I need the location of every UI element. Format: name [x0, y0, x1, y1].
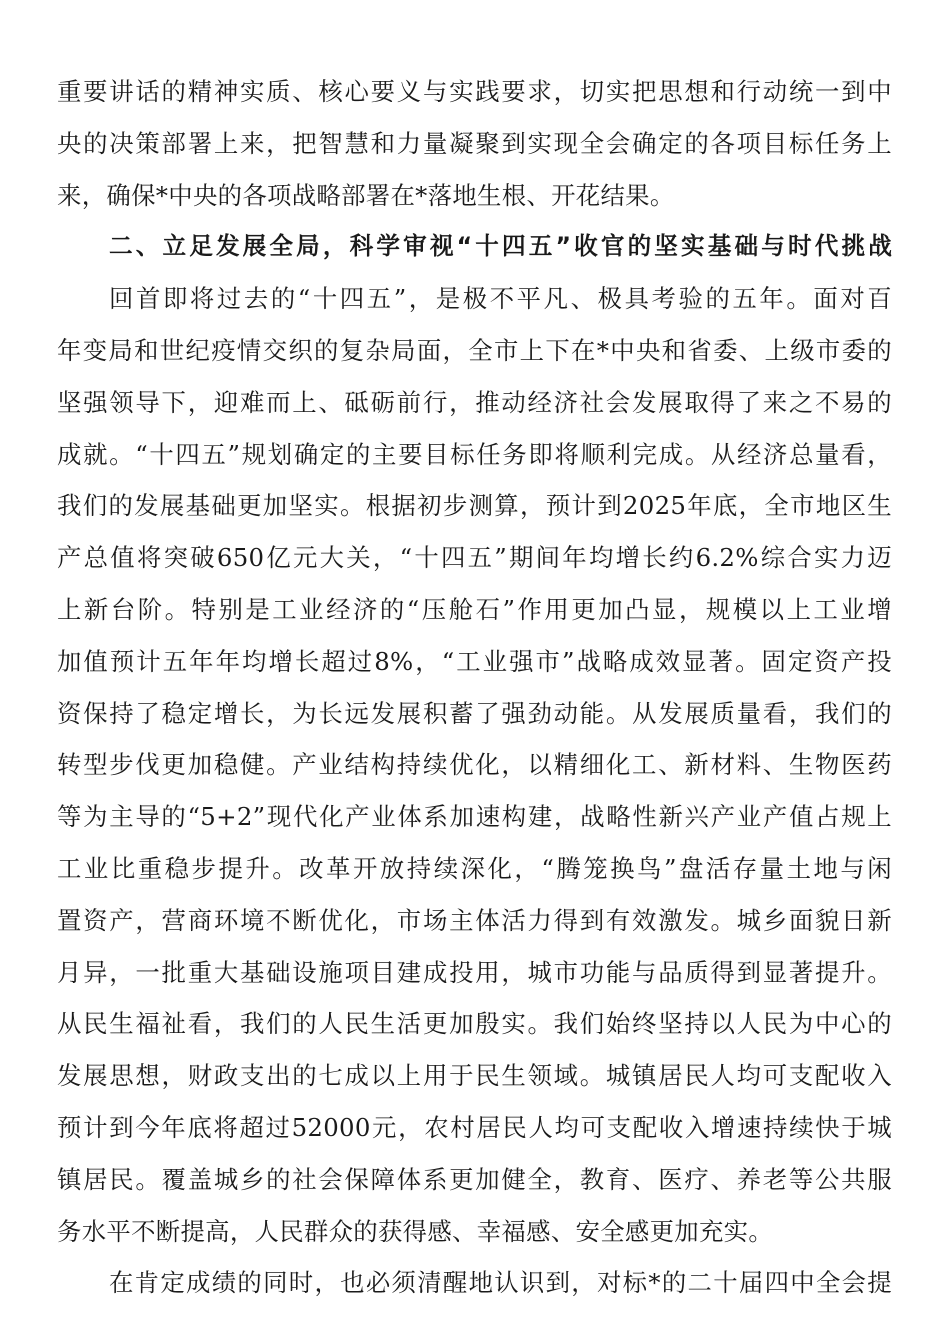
paragraph-line: 资保持了稳定增长，为长远发展积蓄了强劲动能。从发展质量看，我们的 [57, 698, 892, 728]
paragraph-line: 产总值将突破650亿元大关，“十四五”期间年均增长约6.2%综合实力迈 [57, 543, 892, 573]
paragraph-line: 务水平不断提高，人民群众的获得感、幸福感、安全感更加充实。 [57, 1216, 774, 1246]
paragraph-line: 坚强领导下，迎难而上、砥砺前行，推动经济社会发展取得了来之不易的 [57, 387, 892, 417]
paragraph-line: 预计到今年底将超过52000元，农村居民人均可支配收入增速持续快于城 [57, 1112, 892, 1142]
paragraph-line: 成就。“十四五”规划确定的主要目标任务即将顺利完成。从经济总量看， [57, 439, 892, 469]
paragraph-line: 加值预计五年年均增长超过8%，“工业强市”战略成效显著。固定资产投 [57, 646, 892, 676]
paragraph-line: 来，确保*中央的各项战略部署在*落地生根、开花结果。 [57, 180, 675, 210]
paragraph-line: 镇居民。覆盖城乡的社会保障体系更加健全，教育、医疗、养老等公共服 [57, 1164, 892, 1194]
paragraph-line: 转型步伐更加稳健。产业结构持续优化，以精细化工、新材料、生物医药 [57, 750, 892, 780]
paragraph-line: 在肯定成绩的同时，也必须清醒地认识到，对标*的二十届四中全会提 [109, 1268, 892, 1298]
paragraph-line: 年变局和世纪疫情交织的复杂局面，全市上下在*中央和省委、上级市委的 [57, 335, 892, 365]
paragraph-line: 月异，一批重大基础设施项目建成投用，城市功能与品质得到显著提升。 [57, 957, 892, 987]
paragraph-line: 回首即将过去的“十四五”，是极不平凡、极具考验的五年。面对百 [109, 284, 892, 314]
paragraph-line: 工业比重稳步提升。改革开放持续深化，“腾笼换鸟”盘活存量土地与闲 [57, 853, 892, 883]
section-heading: 二、立足发展全局，科学审视“十四五”收官的坚实基础与时代挑战 [109, 232, 892, 261]
paragraph-line: 发展思想，财政支出的七成以上用于民生领域。城镇居民人均可支配收入 [57, 1061, 892, 1091]
paragraph-line: 我们的发展基础更加坚实。根据初步测算，预计到2025年底，全市地区生 [57, 491, 892, 521]
paragraph-line: 重要讲话的精神实质、核心要义与实践要求，切实把思想和行动统一到中 [57, 77, 892, 106]
paragraph-line: 从民生福祉看，我们的人民生活更加殷实。我们始终坚持以人民为中心的 [57, 1009, 892, 1039]
paragraph-line: 置资产，营商环境不断优化，市场主体活力得到有效激发。城乡面貌日新 [57, 905, 892, 935]
document-page [57, 66, 892, 1309]
paragraph-line: 等为主导的“5+2”现代化产业体系加速构建，战略性新兴产业产值占规上 [57, 802, 892, 832]
paragraph-line: 上新台阶。特别是工业经济的“压舱石”作用更加凸显，规模以上工业增 [57, 594, 892, 624]
paragraph-line: 央的决策部署上来，把智慧和力量凝聚到实现全会确定的各项目标任务上 [57, 128, 892, 158]
